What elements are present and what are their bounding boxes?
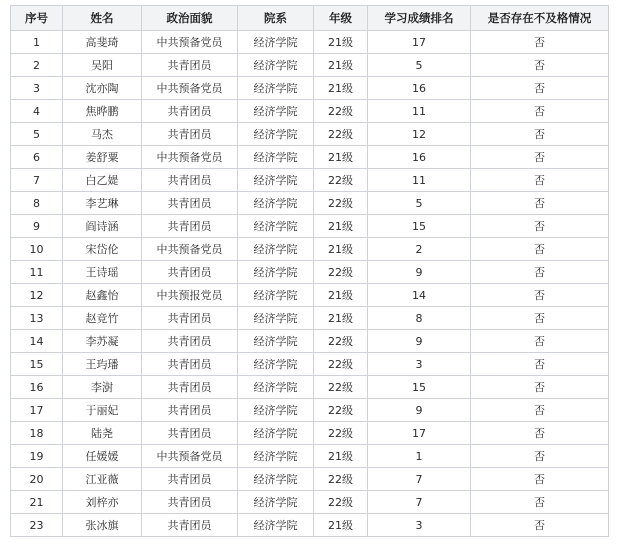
cell-grade: 21级 <box>314 284 368 307</box>
cell-grade: 21级 <box>314 307 368 330</box>
cell-index: 1 <box>11 31 63 54</box>
table-row <box>11 445 609 468</box>
cell-department: 经济学院 <box>238 192 314 215</box>
table-row <box>11 261 609 284</box>
cell-political-status: 共青团员 <box>142 100 238 123</box>
cell-political-status: 中共预备党员 <box>142 77 238 100</box>
cell-index: 2 <box>11 54 63 77</box>
cell-index: 18 <box>11 422 63 445</box>
cell-failing: 否 <box>471 307 609 330</box>
header-cell-index: 序号 <box>11 6 63 31</box>
cell-grade: 22级 <box>314 192 368 215</box>
cell-department: 经济学院 <box>238 468 314 491</box>
cell-index: 4 <box>11 100 63 123</box>
cell-political-status: 共青团员 <box>142 192 238 215</box>
cell-department: 经济学院 <box>238 146 314 169</box>
table-row <box>11 353 609 376</box>
cell-department: 经济学院 <box>238 491 314 514</box>
cell-name: 李艺琳 <box>63 192 142 215</box>
cell-rank: 5 <box>368 192 471 215</box>
cell-department: 经济学院 <box>238 445 314 468</box>
cell-name: 高斐琦 <box>63 31 142 54</box>
cell-grade: 21级 <box>314 238 368 261</box>
cell-grade: 21级 <box>314 445 368 468</box>
cell-rank: 16 <box>368 146 471 169</box>
cell-index: 20 <box>11 468 63 491</box>
cell-department: 经济学院 <box>238 307 314 330</box>
cell-failing: 否 <box>471 376 609 399</box>
cell-political-status: 共青团员 <box>142 422 238 445</box>
table-row <box>11 146 609 169</box>
table-row <box>11 422 609 445</box>
cell-name: 姜舒粟 <box>63 146 142 169</box>
cell-political-status: 共青团员 <box>142 261 238 284</box>
cell-rank: 9 <box>368 399 471 422</box>
cell-political-status: 共青团员 <box>142 353 238 376</box>
cell-name: 李澍 <box>63 376 142 399</box>
cell-name: 焦晔鹏 <box>63 100 142 123</box>
cell-name: 任媛媛 <box>63 445 142 468</box>
cell-rank: 11 <box>368 169 471 192</box>
cell-index: 16 <box>11 376 63 399</box>
cell-name: 王玙璠 <box>63 353 142 376</box>
cell-department: 经济学院 <box>238 54 314 77</box>
cell-name: 马杰 <box>63 123 142 146</box>
cell-index: 15 <box>11 353 63 376</box>
cell-index: 3 <box>11 77 63 100</box>
cell-index: 23 <box>11 514 63 537</box>
table-row <box>11 54 609 77</box>
cell-department: 经济学院 <box>238 514 314 537</box>
cell-index: 17 <box>11 399 63 422</box>
cell-department: 经济学院 <box>238 31 314 54</box>
cell-political-status: 中共预报党员 <box>142 284 238 307</box>
cell-grade: 22级 <box>314 353 368 376</box>
cell-failing: 否 <box>471 491 609 514</box>
cell-rank: 9 <box>368 330 471 353</box>
cell-failing: 否 <box>471 146 609 169</box>
cell-grade: 22级 <box>314 468 368 491</box>
table-row <box>11 31 609 54</box>
table-row <box>11 514 609 537</box>
cell-index: 7 <box>11 169 63 192</box>
table-row <box>11 399 609 422</box>
cell-political-status: 中共预备党员 <box>142 146 238 169</box>
table-row <box>11 468 609 491</box>
cell-rank: 16 <box>368 77 471 100</box>
cell-name: 王诗瑶 <box>63 261 142 284</box>
cell-department: 经济学院 <box>238 376 314 399</box>
cell-grade: 22级 <box>314 422 368 445</box>
table-header <box>11 6 609 31</box>
cell-grade: 22级 <box>314 376 368 399</box>
cell-grade: 21级 <box>314 514 368 537</box>
cell-department: 经济学院 <box>238 169 314 192</box>
cell-failing: 否 <box>471 468 609 491</box>
cell-political-status: 中共预备党员 <box>142 238 238 261</box>
cell-name: 赵竞竹 <box>63 307 142 330</box>
cell-political-status: 共青团员 <box>142 399 238 422</box>
table-row <box>11 215 609 238</box>
cell-political-status: 共青团员 <box>142 123 238 146</box>
table-row <box>11 491 609 514</box>
cell-failing: 否 <box>471 445 609 468</box>
cell-name: 陆尧 <box>63 422 142 445</box>
cell-failing: 否 <box>471 330 609 353</box>
cell-name: 刘梓亦 <box>63 491 142 514</box>
table-row <box>11 376 609 399</box>
cell-department: 经济学院 <box>238 261 314 284</box>
header-cell-rank: 学习成绩排名 <box>368 6 471 31</box>
cell-grade: 22级 <box>314 330 368 353</box>
cell-failing: 否 <box>471 353 609 376</box>
table-row <box>11 238 609 261</box>
table-row <box>11 169 609 192</box>
cell-rank: 17 <box>368 422 471 445</box>
cell-failing: 否 <box>471 261 609 284</box>
cell-failing: 否 <box>471 238 609 261</box>
cell-political-status: 共青团员 <box>142 468 238 491</box>
cell-failing: 否 <box>471 284 609 307</box>
cell-failing: 否 <box>471 100 609 123</box>
cell-department: 经济学院 <box>238 399 314 422</box>
cell-name: 李苏凝 <box>63 330 142 353</box>
cell-name: 沈亦陶 <box>63 77 142 100</box>
cell-rank: 14 <box>368 284 471 307</box>
table-body <box>11 31 609 537</box>
cell-department: 经济学院 <box>238 77 314 100</box>
cell-political-status: 共青团员 <box>142 491 238 514</box>
cell-index: 6 <box>11 146 63 169</box>
cell-name: 于丽妃 <box>63 399 142 422</box>
cell-failing: 否 <box>471 31 609 54</box>
cell-political-status: 中共预备党员 <box>142 31 238 54</box>
table-row <box>11 284 609 307</box>
cell-index: 10 <box>11 238 63 261</box>
cell-name: 白乙媞 <box>63 169 142 192</box>
cell-department: 经济学院 <box>238 215 314 238</box>
table-row <box>11 100 609 123</box>
cell-department: 经济学院 <box>238 100 314 123</box>
cell-rank: 17 <box>368 31 471 54</box>
cell-name: 阎诗涵 <box>63 215 142 238</box>
cell-index: 11 <box>11 261 63 284</box>
header-cell-department: 院系 <box>238 6 314 31</box>
cell-department: 经济学院 <box>238 238 314 261</box>
header-cell-failing: 是否存在不及格情况 <box>471 6 609 31</box>
cell-name: 宋岱伦 <box>63 238 142 261</box>
cell-name: 赵鑫怡 <box>63 284 142 307</box>
cell-rank: 7 <box>368 468 471 491</box>
cell-rank: 3 <box>368 353 471 376</box>
student-table <box>10 5 609 537</box>
cell-failing: 否 <box>471 54 609 77</box>
cell-rank: 7 <box>368 491 471 514</box>
header-cell-political-status: 政治面貌 <box>142 6 238 31</box>
table-row <box>11 330 609 353</box>
cell-failing: 否 <box>471 169 609 192</box>
header-cell-grade: 年级 <box>314 6 368 31</box>
cell-index: 21 <box>11 491 63 514</box>
cell-index: 12 <box>11 284 63 307</box>
cell-political-status: 共青团员 <box>142 514 238 537</box>
cell-rank: 8 <box>368 307 471 330</box>
cell-failing: 否 <box>471 192 609 215</box>
cell-grade: 22级 <box>314 123 368 146</box>
cell-rank: 5 <box>368 54 471 77</box>
cell-failing: 否 <box>471 123 609 146</box>
cell-failing: 否 <box>471 77 609 100</box>
cell-political-status: 共青团员 <box>142 376 238 399</box>
cell-index: 8 <box>11 192 63 215</box>
cell-failing: 否 <box>471 399 609 422</box>
cell-grade: 21级 <box>314 215 368 238</box>
header-row <box>11 6 609 31</box>
cell-rank: 9 <box>368 261 471 284</box>
table-row <box>11 192 609 215</box>
cell-failing: 否 <box>471 215 609 238</box>
cell-rank: 3 <box>368 514 471 537</box>
cell-department: 经济学院 <box>238 353 314 376</box>
table-row <box>11 307 609 330</box>
table-row <box>11 123 609 146</box>
table-row <box>11 77 609 100</box>
cell-name: 吴阳 <box>63 54 142 77</box>
cell-name: 张冰旗 <box>63 514 142 537</box>
cell-index: 13 <box>11 307 63 330</box>
cell-rank: 15 <box>368 376 471 399</box>
cell-index: 14 <box>11 330 63 353</box>
cell-department: 经济学院 <box>238 284 314 307</box>
cell-political-status: 中共预备党员 <box>142 445 238 468</box>
cell-rank: 1 <box>368 445 471 468</box>
cell-rank: 12 <box>368 123 471 146</box>
cell-rank: 11 <box>368 100 471 123</box>
cell-grade: 22级 <box>314 100 368 123</box>
cell-name: 江亚薇 <box>63 468 142 491</box>
cell-grade: 22级 <box>314 399 368 422</box>
header-cell-name: 姓名 <box>63 6 142 31</box>
cell-grade: 21级 <box>314 31 368 54</box>
cell-rank: 15 <box>368 215 471 238</box>
cell-index: 9 <box>11 215 63 238</box>
cell-grade: 21级 <box>314 146 368 169</box>
cell-grade: 22级 <box>314 491 368 514</box>
cell-grade: 21级 <box>314 77 368 100</box>
cell-political-status: 共青团员 <box>142 54 238 77</box>
cell-department: 经济学院 <box>238 123 314 146</box>
cell-grade: 22级 <box>314 169 368 192</box>
cell-grade: 22级 <box>314 261 368 284</box>
cell-failing: 否 <box>471 514 609 537</box>
cell-index: 19 <box>11 445 63 468</box>
cell-department: 经济学院 <box>238 330 314 353</box>
cell-department: 经济学院 <box>238 422 314 445</box>
cell-rank: 2 <box>368 238 471 261</box>
cell-political-status: 共青团员 <box>142 307 238 330</box>
cell-political-status: 共青团员 <box>142 215 238 238</box>
cell-index: 5 <box>11 123 63 146</box>
cell-failing: 否 <box>471 422 609 445</box>
cell-political-status: 共青团员 <box>142 169 238 192</box>
cell-grade: 21级 <box>314 54 368 77</box>
cell-political-status: 共青团员 <box>142 330 238 353</box>
